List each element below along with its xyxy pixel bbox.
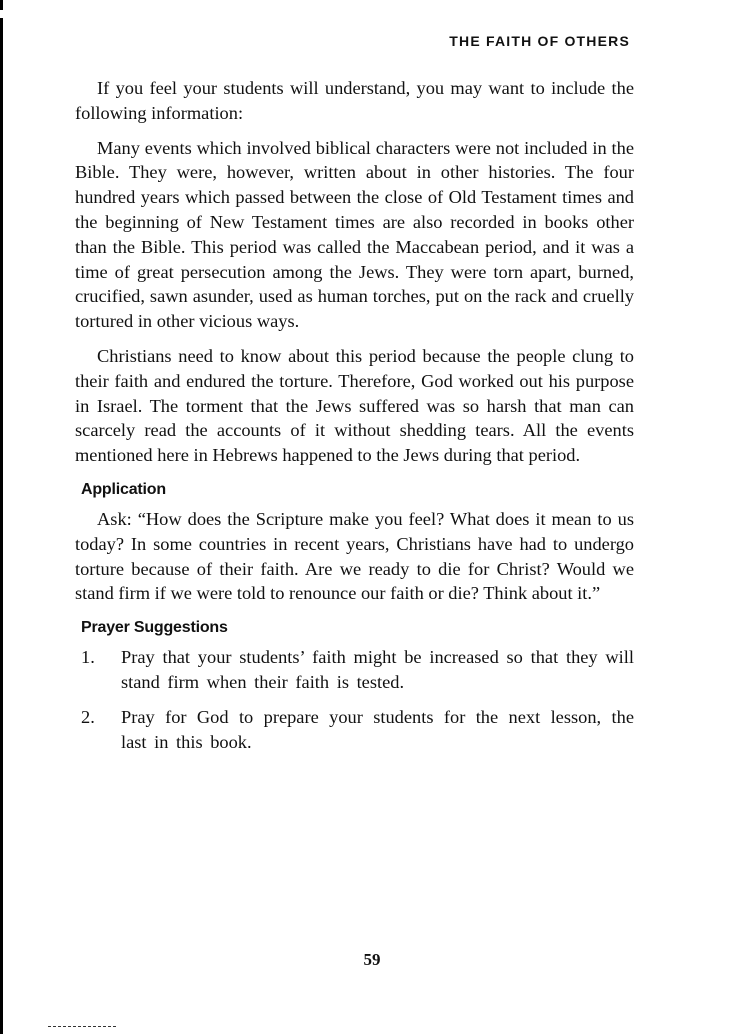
page-number: 59	[363, 950, 381, 969]
christians-paragraph: Christians need to know about this period because the people clung to their faith and endured the torture. Therefore, God worked out his purpose in Israel. The torment that the Jews suffered was so harsh that man can scarcely read the accounts of it without shedding tears. All the events mentioned here in Hebrews happened to the Jews during that period.	[75, 345, 634, 466]
list-item-text: Pray that your students’ faith might be increased so that they will stand firm when their faith is tested.	[121, 647, 634, 693]
intro-paragraph: If you feel your students will understand, you may want to include the following information:	[75, 78, 634, 123]
running-head: THE FAITH OF OTHERS	[449, 33, 630, 49]
list-item-number: 1.	[81, 647, 95, 668]
scan-left-edge-gap	[0, 10, 3, 18]
maccabean-paragraph: Many events which involved biblical characters were not included in the Bible. They were, however, written about in other histories. The four hundred years which passed between the close of Old Testament times and the beginning of New Testament times are also recorded in books other than the Bible. This period was called the Maccabean period, and it was a time of great persecution among the Jews. They were torn apart, burned, crucified, sawn asunder, used as human torches, put on the rack and cruelly tortured in other vicious ways.	[75, 137, 634, 332]
application-paragraph: Ask: “How does the Scripture make you feel? What does it mean to us today? In some countries in recent years, Christians have had to undergo torture because of their faith. Are we ready to die for Christ? Would we stand firm if we were told to renounce our faith or die? Think about it.”	[75, 508, 634, 604]
page-content	[75, 76, 634, 765]
list-item	[75, 705, 634, 755]
prayer-suggestions-list	[75, 645, 634, 755]
footer-rule	[48, 1026, 116, 1027]
list-item	[75, 645, 634, 695]
prayer-suggestions-heading: Prayer Suggestions	[81, 619, 228, 637]
application-heading: Application	[81, 480, 166, 498]
scan-left-edge	[0, 0, 3, 1034]
list-item-text: Pray for God to prepare your students for the next lesson, the last in this book.	[121, 707, 634, 753]
list-item-number: 2.	[81, 707, 95, 728]
